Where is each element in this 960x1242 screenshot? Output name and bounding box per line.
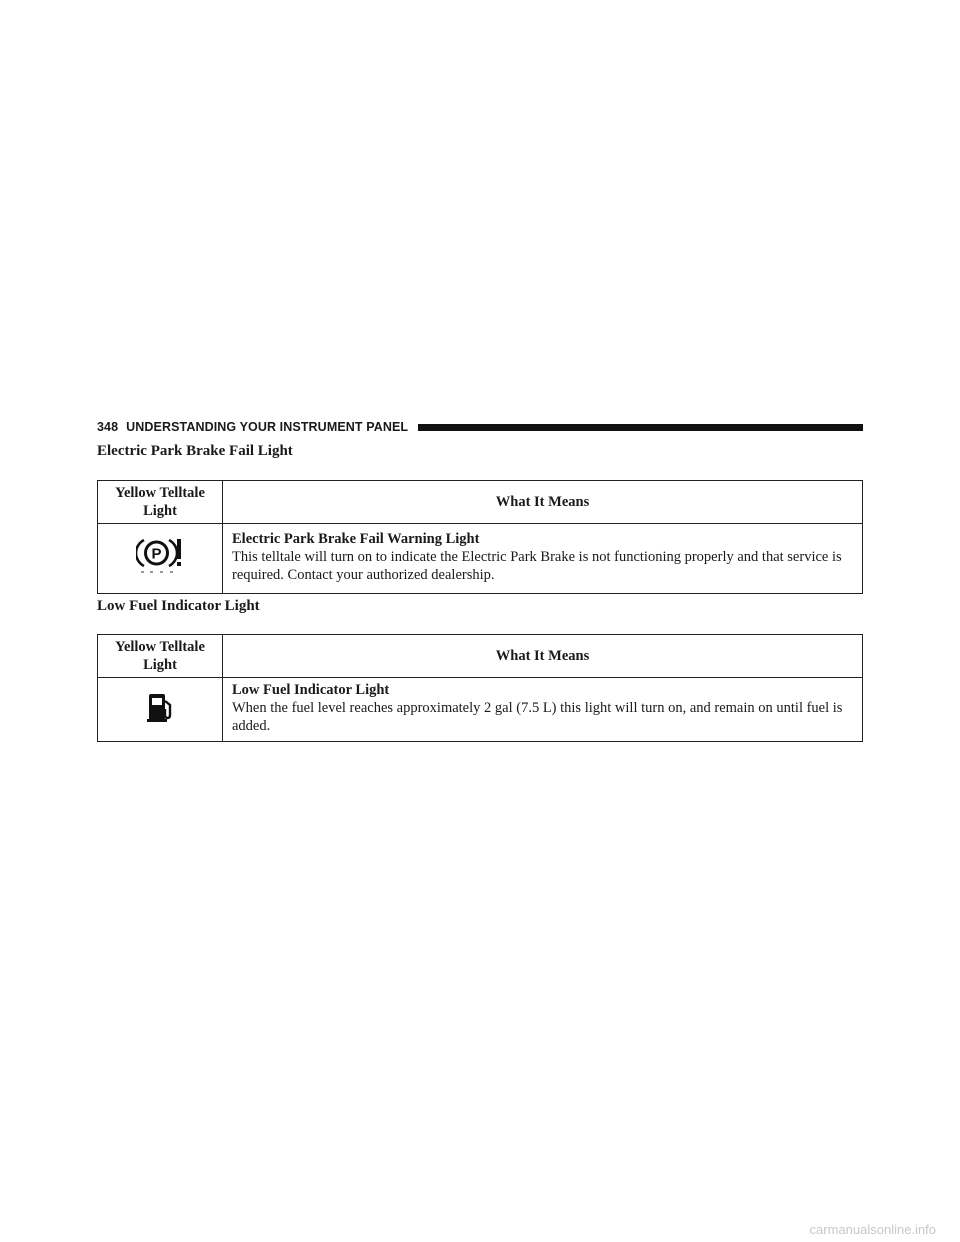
park-brake-warning-icon [136, 536, 184, 576]
col-header-telltale: Yellow Telltale Light [98, 481, 223, 524]
col-header-meaning: What It Means [223, 635, 863, 678]
svg-text:P: P [151, 545, 162, 563]
park-brake-table [97, 480, 863, 594]
col-header-telltale: Yellow Telltale Light [98, 635, 223, 678]
section-title-park-brake: Electric Park Brake Fail Light [97, 443, 293, 459]
row-heading: Low Fuel Indicator Light [232, 681, 390, 698]
row-text: When the fuel level reaches approximately 2 gal (7.5 L) this light will turn on, and remain on until fuel is added. [232, 699, 843, 734]
row-text: This telltale will turn on to indicate the Electric Park Brake is not functioning properly and that service is required. Contact your authorized dealership. [232, 548, 842, 583]
header-rule [418, 424, 863, 431]
table-row [98, 524, 863, 594]
section-title-low-fuel: Low Fuel Indicator Light [97, 598, 260, 614]
fuel-pump-icon [145, 691, 175, 723]
page-number: 348 [97, 420, 119, 434]
table-header-row [98, 481, 863, 524]
icon-cell [98, 524, 223, 594]
col-header-meaning: What It Means [223, 481, 863, 524]
icon-cell [98, 678, 223, 742]
description-cell [223, 678, 863, 742]
table-header-row [98, 635, 863, 678]
watermark: carmanualsonline.info [809, 1222, 936, 1237]
row-heading: Electric Park Brake Fail Warning Light [232, 530, 480, 547]
page-header [97, 418, 863, 436]
description-cell [223, 524, 863, 594]
chapter-title: UNDERSTANDING YOUR INSTRUMENT PANEL [126, 420, 409, 434]
table-row [98, 678, 863, 742]
low-fuel-table [97, 634, 863, 742]
